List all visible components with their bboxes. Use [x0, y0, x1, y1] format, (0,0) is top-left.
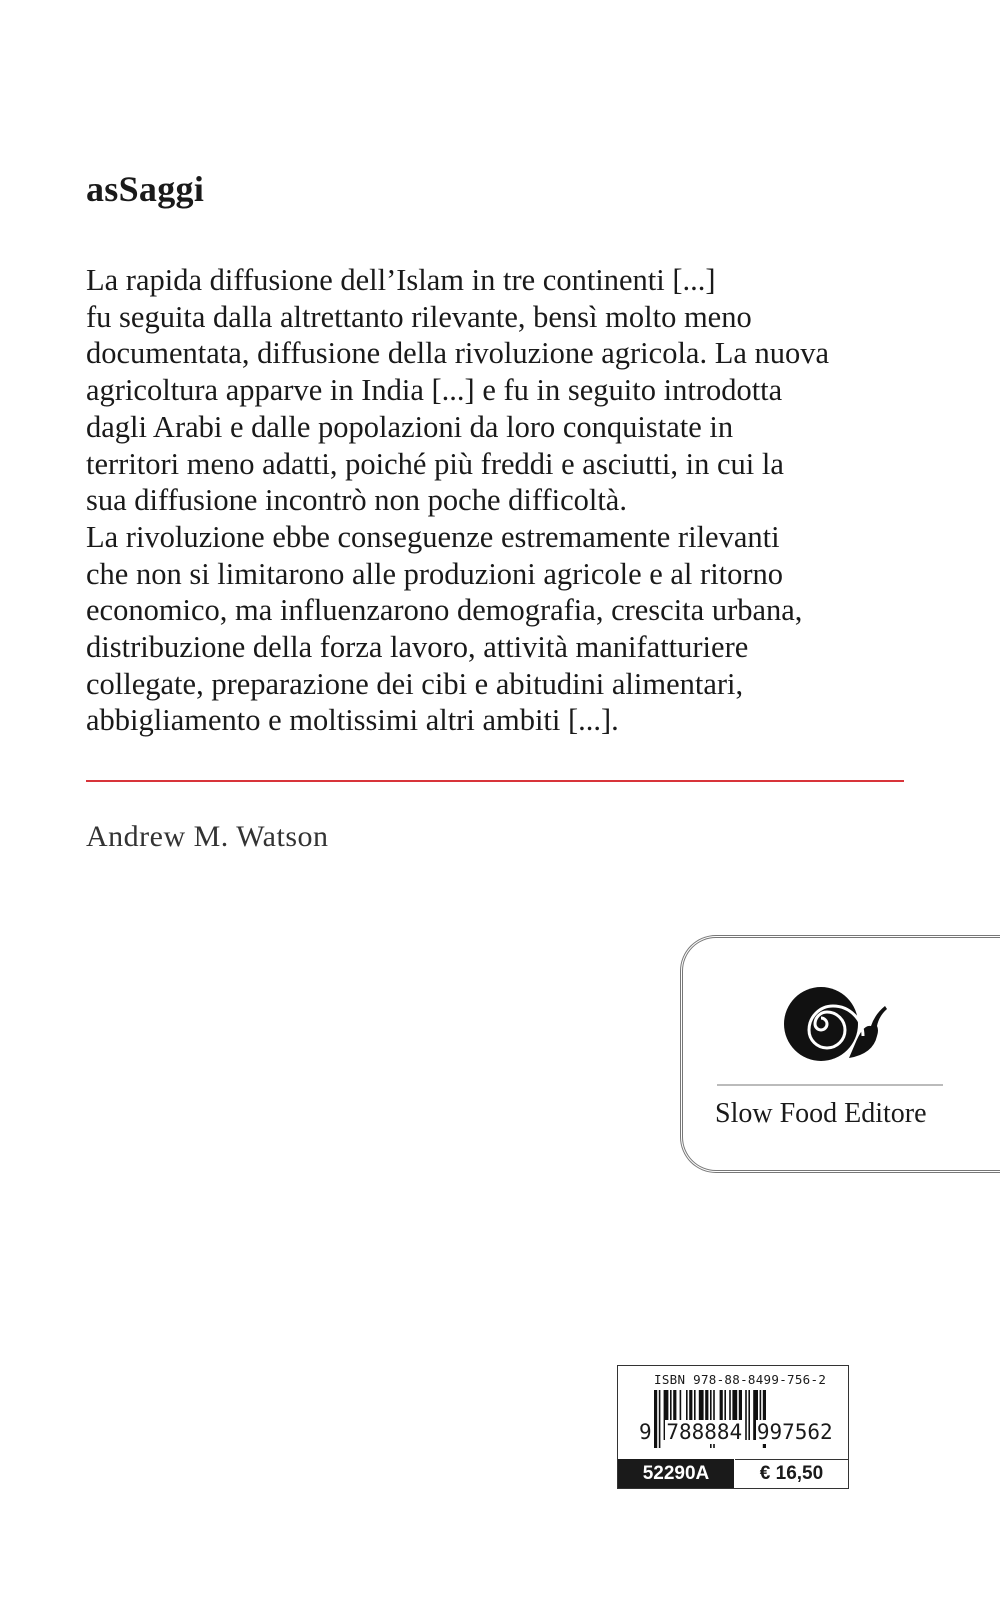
publisher-name: Slow Food Editore — [715, 1098, 927, 1129]
price: € 16,50 — [735, 1459, 848, 1488]
blurb-line: territori meno adatti, poiché più freddi e asciutti, in cui la — [86, 446, 784, 481]
blurb-line: dagli Arabi e dalle popolazioni da loro conquistate in — [86, 409, 734, 444]
blurb-line: documentata, diffusione della rivoluzione agricola. La nuova — [86, 336, 830, 371]
barcode-digits-right: 997562 — [756, 1420, 833, 1444]
blurb-line: collegate, preparazione dei cibi e abitudini alimentari, — [86, 666, 744, 701]
blurb-line: economico, ma influenzarono demografia, crescita urbana, — [86, 593, 803, 628]
blurb-line: che non si limitarono alle produzioni agricole e al ritorno — [86, 556, 784, 591]
publisher-box — [680, 935, 1000, 1173]
snail-icon — [783, 984, 895, 1064]
barcode-digits-left: 788884 — [666, 1420, 743, 1444]
barcode-label — [617, 1365, 849, 1489]
barcode-digit-first: 9 — [639, 1420, 652, 1444]
blurb — [86, 262, 829, 739]
blurb-line: La rivoluzione ebbe conseguenze estremamente rilevanti — [86, 519, 780, 554]
divider — [86, 780, 904, 782]
blurb-line: abbigliamento e moltissimi altri ambiti [...]. — [86, 703, 619, 738]
barcode-digits — [638, 1420, 834, 1444]
isbn-text: ISBN 978-88-8499-756-2 — [654, 1372, 827, 1387]
blurb-line: fu seguita dalla altrettanto rilevante, bensì molto meno — [86, 299, 752, 334]
series-title: asSaggi — [86, 169, 205, 209]
product-code: 52290A — [618, 1459, 734, 1488]
blurb-line: sua diffusione incontrò non poche difficoltà. — [86, 483, 627, 518]
author-name: Andrew M. Watson — [86, 820, 329, 853]
publisher-divider — [717, 1084, 943, 1086]
blurb-line: agricoltura apparve in India [...] e fu in seguito introdotta — [86, 373, 783, 408]
blurb-line: La rapida diffusione dell’Islam in tre continenti [...] — [86, 263, 716, 297]
blurb-line: distribuzione della forza lavoro, attività manifatturiere — [86, 630, 749, 665]
